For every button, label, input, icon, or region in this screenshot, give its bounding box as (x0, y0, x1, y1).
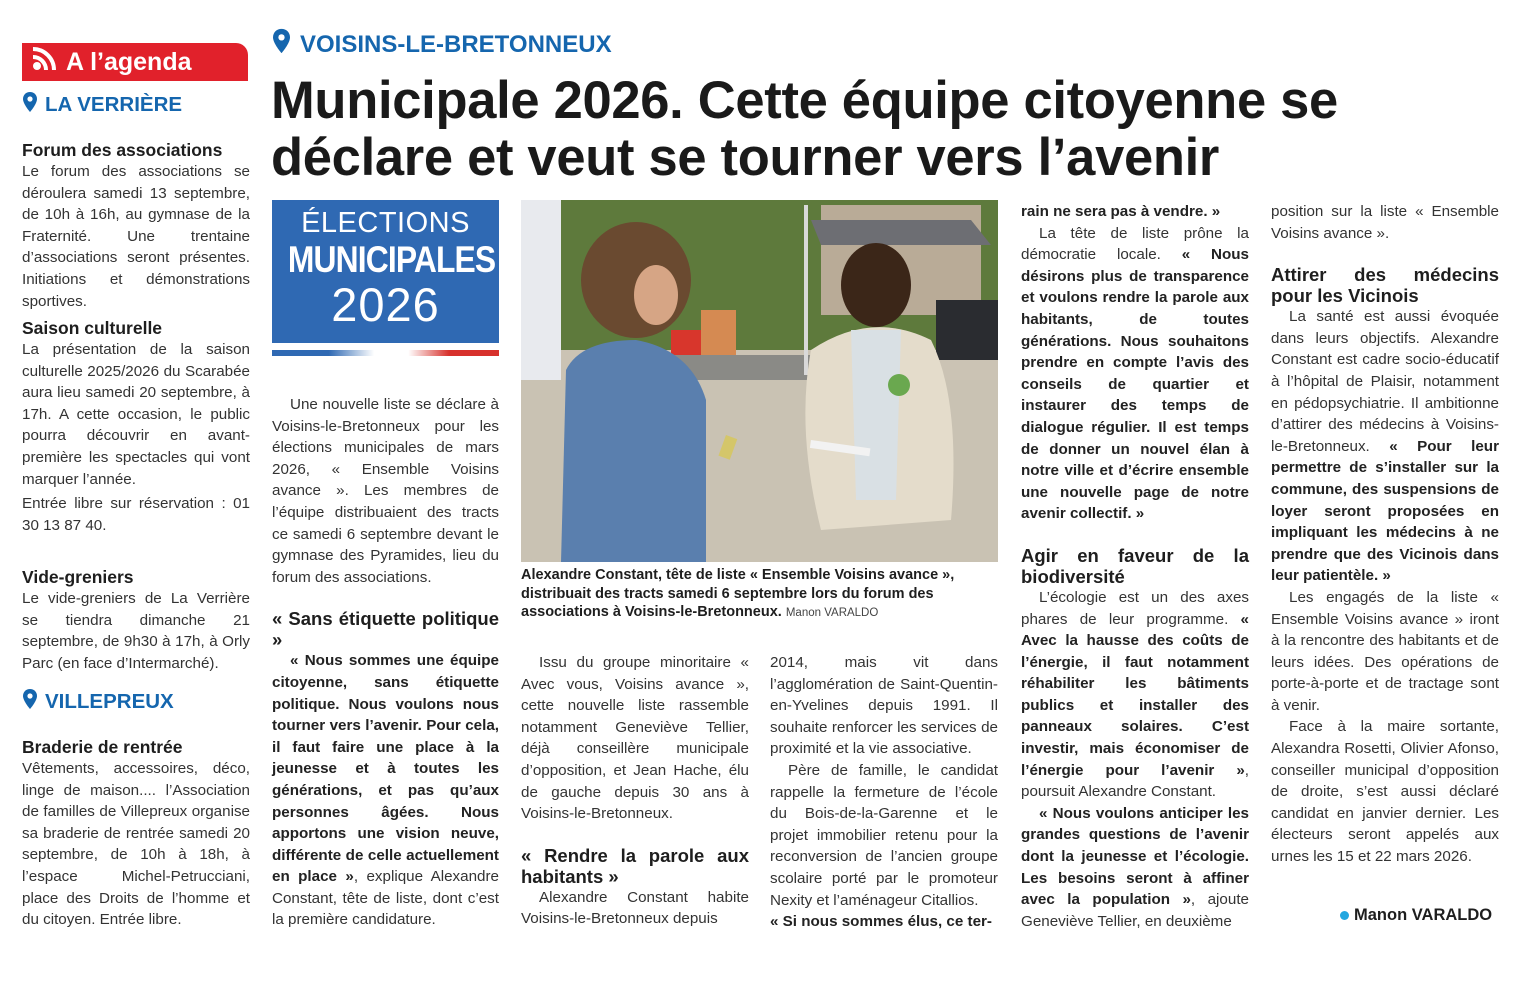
agenda-badge (22, 43, 248, 81)
agenda-item-text: Entrée libre sur réservation : 01 30 13 87 40. (22, 495, 250, 534)
article-subhead: Attirer des médecins pour les Vicinois (1271, 264, 1499, 307)
logo-line-3: 2026 (331, 278, 440, 331)
agenda-item-text: Le vide-greniers de La Verrière se tiendra dimanche 21 septembre, de 9h30 à 17h, à Orly Parc (en face d’Intermarché). (22, 590, 250, 672)
photo-caption-text: Alexandre Constant, tête de liste « Ensemble Voisins avance », distribuait des tracts samedi 6 septembre lors du forum des associations à Voisins-le-Bretonneux. (521, 567, 955, 620)
article-column-1 (272, 394, 499, 931)
agenda-item-text: Vêtements, accessoires, déco, linge de maison.... l’Association de familles de Villepreux organise sa braderie de rentrée samedi 20 septembre, de 10h à 18h, à l’espace Michel-Petrucciani, place des Droits de l’homme et du citoyen. Entrée libre. (22, 760, 250, 929)
photo-illustration (521, 200, 998, 562)
location-label: LA VERRIÈRE (45, 93, 183, 116)
agenda-item (22, 567, 250, 674)
byline-author: Manon VARALDO (1354, 906, 1493, 924)
article-quote: « Nous désirons plus de transparence et voulons rendre la parole aux habitants, de toutes générations. Nous souhaitons prendre en compte l’avis des conseils de quartier et instaurer des temps de dialogue régulier. Il est temps de donner un nouvel élan à notre ville et d’écrire ensemble une nouvelle page de notre avenir collectif. » (1021, 246, 1249, 523)
article-paragraph: Alexandre Constant habite Voisins-le-Bretonneux depuis (521, 888, 749, 928)
article-text: , ajoute Geneviève Tellier, en deuxième (1021, 891, 1249, 930)
article-paragraph: 2014, mais vit dans l’agglomération de Saint-Quentin-en-Yvelines depuis 1991. Il souhaite renforcer les services de proximité et la vie associative. (770, 654, 998, 758)
article-text: La tête de liste prône la démocratie locale. (1021, 224, 1249, 264)
article-quote: « Pour leur permettre de s’installer sur la commune, des suspensions de loyer seront proposées en impliquant les médecins à ne prendre que des Vicinois dans leur patientèle. » (1271, 437, 1499, 585)
article-text: , explique Alexandre Constant, tête de liste, dont c’est la première candidature. (272, 868, 499, 929)
location-label: VOISINS-LE-BRETONNEUX (300, 30, 612, 58)
article-quote: « Avec la hausse des coûts de l’énergie, il faut notamment réhabiliter les bâtiments publics et installer des panneaux solaires. C’est investir, mais économiser de l’énergie pour l’avenir » (1021, 610, 1249, 779)
agenda-item-title: Vide-greniers (22, 567, 134, 587)
article-quote: « Nous voulons anticiper les grandes questions de l’avenir dont la jeunesse et l’écologie. Les besoins seront à affiner avec la population » (1021, 804, 1249, 909)
article-paragraph: Une nouvelle liste se déclare à Voisins-le-Bretonneux pour les élections municipales de mars 2026, « Ensemble Voisins avance ». Les membres de l’équipe distribuaient des tracts ce samedi 6 septembre devant le gymnase des Pyramides, lieu du forum des associations. (272, 396, 499, 586)
agenda-item-text: La présentation de la saison culturelle 2025/2026 du Scarabée aura lieu samedi 20 septembre, à 17h. A cette occasion, le public pourra découvrir en avant-première les spectacles qui vont marquer l’année. (22, 341, 250, 488)
article-text: La santé est aussi évoquée dans leurs objectifs. Alexandre Constant est cadre socio-éducatif à l’hôpital de Plaisir, notamment en pédopsychiatrie. Il ambitionne d’attirer des médecins à Voisins-le-Bretonneux. (1271, 308, 1499, 455)
article-column-5 (1271, 201, 1499, 868)
rss-icon (32, 47, 58, 78)
agenda-item-title: Saison culturelle (22, 318, 163, 338)
agenda-item-text: Le forum des associations se déroulera samedi 13 septembre, de 10h à 16h, au gymnase de la Fraternité. Une trentaine d’associations seront présentes. Initiations et démonstrations sportives. (22, 163, 250, 310)
article-paragraph: Les engagés de la liste « Ensemble Voisins avance » iront à la rencontre des habitants et de leurs idées. Des opérations de porte-à-porte et de tractage sont à venir. (1271, 588, 1499, 714)
article-quote: « Si nous sommes élus, ce ter- (770, 913, 992, 931)
location-pin-icon (23, 92, 37, 118)
agenda-badge-label: A l’agenda (66, 47, 192, 76)
article-headline: Municipale 2026. Cette équipe citoyenne se déclare et veut se tourner vers l’avenir (271, 71, 1338, 187)
article-paragraph: Issu du groupe minoritaire « Avec vous, Voisins avance », cette nouvelle liste rassemble notamment Geneviève Tellier, déjà conseillère municipale d’opposition, et Jean Hache, élu de gauche depuis 30 ans à Voisins-le-Bretonneux. (521, 654, 749, 823)
agenda-item-title: Forum des associations (22, 140, 223, 160)
location-label: VILLEPREUX (45, 690, 174, 713)
article-text: , poursuit Alexandre Constant. (1021, 761, 1249, 801)
byline-dot-icon (1340, 911, 1349, 920)
tricolor-stripe (272, 350, 499, 356)
location-pin-icon (273, 28, 290, 61)
agenda-item (22, 737, 250, 931)
article-quote: rain ne sera pas à vendre. » (1021, 203, 1221, 220)
photo-caption (521, 566, 1001, 623)
article-subhead: « Rendre la parole aux habitants » (521, 844, 749, 887)
article-column-3 (770, 652, 998, 933)
location-pin-icon (23, 689, 37, 715)
article-paragraph: Face à la maire sortante, Alexandra Rosetti, Olivier Afonso, conseiller municipal d’opposition de droite, s’est aussi déclaré candidat en janvier dernier. Les électeurs seront appelés aux urnes les 15 et 22 mars 2026. (1271, 718, 1499, 866)
elections-municipales-logo (272, 200, 499, 343)
agenda-item (22, 318, 250, 536)
article-photo (521, 200, 998, 562)
location-la-verriere (23, 92, 182, 118)
article-text: L’écologie est un des axes phares de leur programme. (1021, 588, 1249, 628)
article-column-4 (1021, 201, 1249, 932)
article-subhead: « Sans étiquette politique » (272, 608, 499, 651)
agenda-item (22, 140, 250, 312)
article-quote: « Nous sommes une équipe citoyenne, sans étiquette politique. Nous voulons nous tourner vers l’avenir. Pour cela, il faut faire une place à la jeunesse et à toutes les générations, et pas qu’aux personnes âgées. Nous apportons une vision neuve, différente de celle actuellement en place » (272, 652, 499, 886)
logo-line-1: ÉLECTIONS (301, 207, 470, 239)
article-column-2 (521, 652, 749, 930)
article-byline (1340, 906, 1492, 925)
article-subhead: Agir en faveur de la biodiversité (1021, 544, 1249, 587)
agenda-item-title: Braderie de rentrée (22, 737, 183, 757)
photo-credit: Manon VARALDO (785, 607, 879, 619)
article-paragraph: position sur la liste « Ensemble Voisins avance ». (1271, 203, 1499, 242)
logo-line-2: MUNICIPALES (287, 239, 496, 280)
article-paragraph: Père de famille, le candidat rappelle la fermeture de l’école du Bois-de-la-Garenne et le projet immobilier retenu pour la reconversion de l’ancien groupe scolaire porté par le promoteur Nexity et l’aménageur Citallios. (770, 761, 998, 909)
article-location (273, 28, 612, 61)
location-villepreux (23, 689, 174, 715)
